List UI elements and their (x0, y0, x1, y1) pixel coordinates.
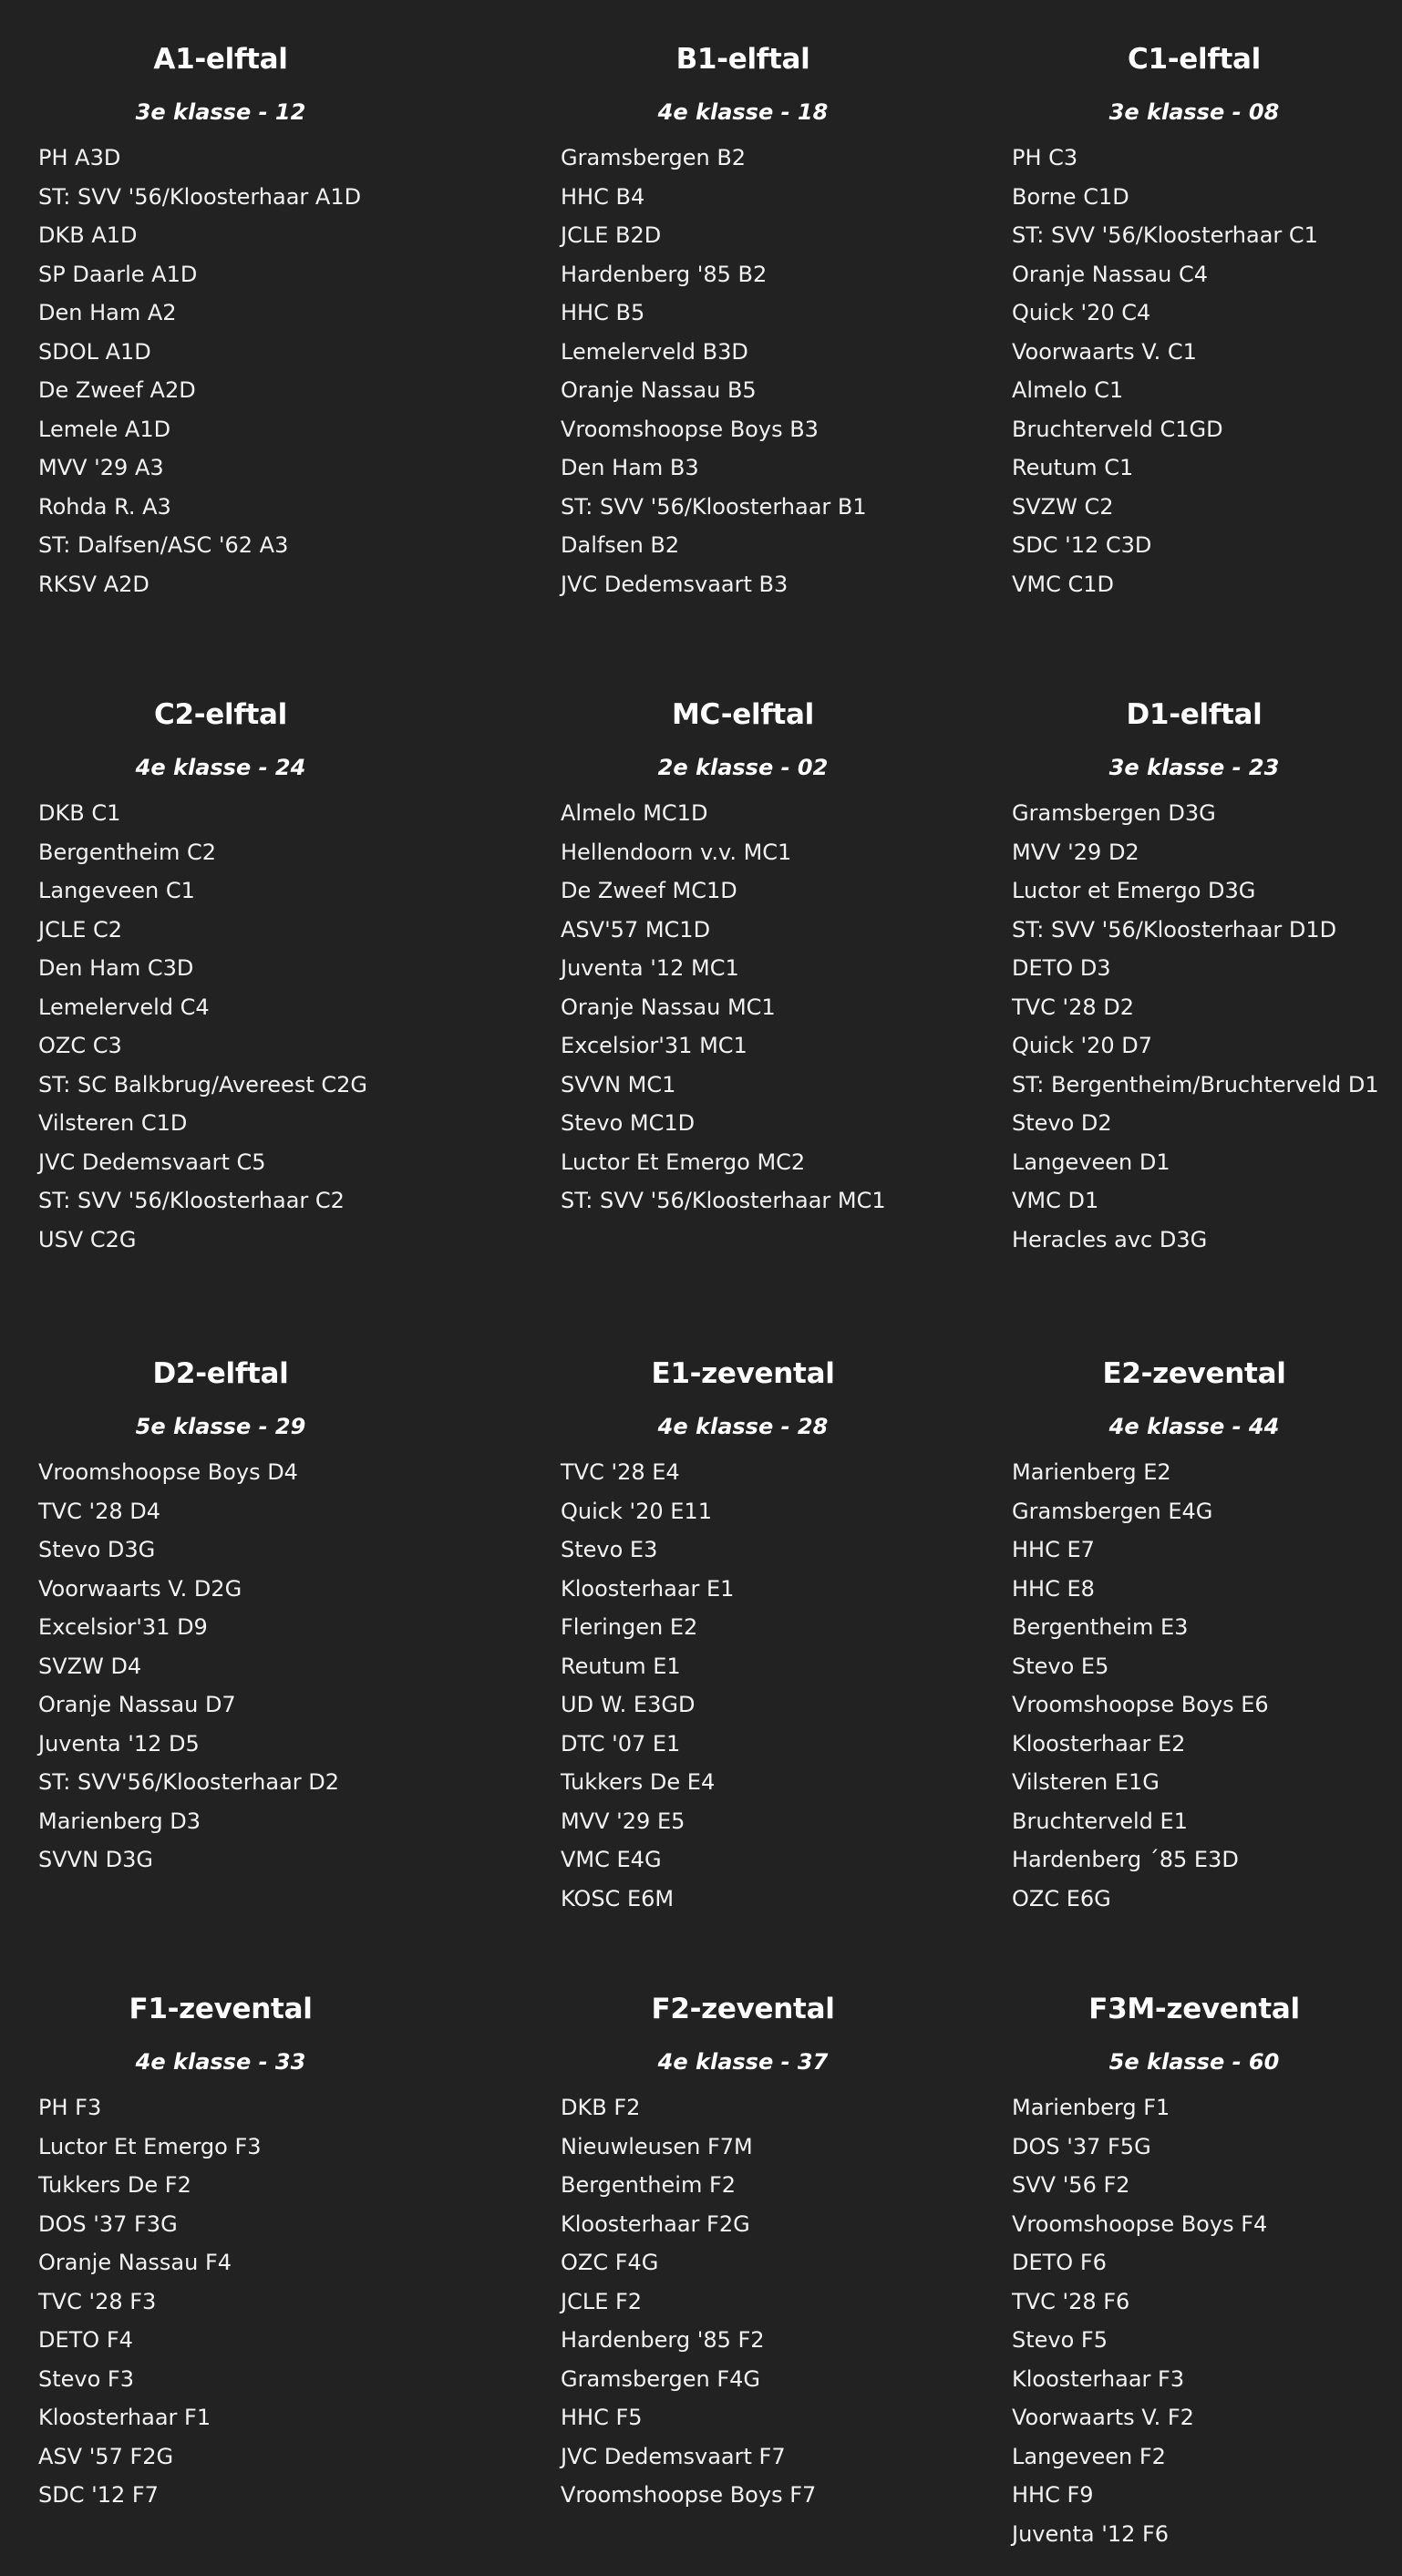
opponent-list (975, 2088, 1402, 2553)
opponent-list (2, 1453, 439, 1880)
team-block-c2-elftal (2, 688, 439, 1259)
opponent-item: Vilsteren E1G (1012, 1769, 1160, 1795)
opponent-item: Voorwaarts V. F2 (1012, 2405, 1194, 2430)
team-block-d1-elftal (975, 688, 1402, 1259)
opponent-item: ASV '57 F2G (38, 2443, 174, 2469)
team-title: D2-elftal (152, 1357, 289, 1390)
opponent-list (2, 794, 439, 1259)
opponent-item: JCLE F2 (561, 2288, 643, 2314)
opponent-item: MVV '29 E5 (561, 1808, 686, 1834)
opponent-item: Vroomshoopse Boys F7 (561, 2482, 817, 2508)
opponent-item: Oranje Nassau B5 (561, 377, 757, 403)
opponent-item: Langeveen C1 (38, 878, 195, 903)
opponent-item: Borne C1D (1012, 183, 1129, 210)
opponent-item: USV C2G (38, 1226, 137, 1252)
opponent-item: TVC '28 D4 (38, 1498, 160, 1524)
competition-class: 4e klasse - 37 (657, 2049, 829, 2075)
opponent-item: Stevo D2 (1012, 1110, 1112, 1136)
opponent-item: TVC '28 F6 (1012, 2288, 1130, 2314)
opponent-item: De Zweef A2D (38, 377, 196, 403)
opponent-item: SDOL A1D (38, 338, 151, 365)
opponent-item: ST: SC Balkbrug/Avereest C2G (38, 1071, 367, 1097)
opponent-item: Voorwaarts V. C1 (1012, 338, 1197, 365)
opponent-item: SDC '12 F7 (38, 2482, 159, 2508)
opponent-item: Hardenberg ´85 E3D (1012, 1847, 1239, 1872)
opponent-list (975, 1453, 1402, 1918)
opponent-item: Stevo MC1D (561, 1110, 696, 1136)
opponent-item: Den Ham B3 (561, 455, 699, 480)
opponent-item: Kloosterhaar F3 (1012, 2365, 1185, 2392)
opponent-item: DTC '07 E1 (561, 1730, 681, 1757)
opponent-item: PH C3 (1012, 145, 1078, 170)
team-title: F1-zevental (129, 1993, 313, 2025)
opponent-item: Hardenberg '85 B2 (561, 261, 768, 287)
opponent-item: Oranje Nassau C4 (1012, 261, 1208, 287)
team-title: MC-elftal (672, 698, 814, 731)
opponent-item: DETO F4 (38, 2327, 133, 2353)
team-block-d2-elftal (2, 1347, 439, 1880)
opponent-item: Reutum C1 (1012, 455, 1134, 480)
team-block-a1-elftal (2, 33, 439, 603)
opponent-item: JVC Dedemsvaart F7 (561, 2443, 786, 2469)
opponent-item: PH F3 (38, 2095, 102, 2120)
opponent-item: VMC D1 (1012, 1188, 1099, 1213)
opponent-item: Oranje Nassau F4 (38, 2250, 232, 2275)
opponent-item: Voorwaarts V. D2G (38, 1575, 242, 1602)
opponent-item: KOSC E6M (561, 1885, 675, 1911)
opponent-item: Kloosterhaar F2G (561, 2210, 750, 2237)
opponent-item: OZC C3 (38, 1033, 122, 1058)
competition-class: 3e klasse - 23 (1108, 755, 1280, 780)
opponent-item: Stevo F3 (38, 2365, 134, 2392)
team-block-e2-zevental (975, 1347, 1402, 1918)
opponent-item: PH A3D (38, 145, 121, 170)
opponent-item: Vroomshoopse Boys F4 (1012, 2210, 1268, 2237)
opponent-list (2, 2088, 439, 2515)
team-title: E2-zevental (1102, 1357, 1286, 1390)
opponent-item: Tukkers De E4 (561, 1769, 716, 1795)
opponent-item: Lemele A1D (38, 416, 171, 442)
team-block-f2-zevental (524, 1983, 962, 2515)
team-title: F3M-zevental (1088, 1993, 1300, 2025)
competition-class: 4e klasse - 33 (135, 2049, 306, 2075)
opponent-item: Quick '20 D7 (1012, 1033, 1153, 1058)
opponent-item: Juventa '12 MC1 (561, 955, 739, 981)
opponent-item: UD W. E3GD (561, 1692, 696, 1717)
competition-class: 5e klasse - 60 (1108, 2049, 1280, 2075)
opponent-item: SVV '56 F2 (1012, 2172, 1130, 2198)
opponent-item: Marienberg E2 (1012, 1459, 1171, 1485)
opponent-item: HHC F5 (561, 2405, 643, 2430)
opponent-item: Oranje Nassau MC1 (561, 994, 776, 1020)
team-title: E1-zevental (651, 1357, 835, 1390)
opponent-item: Nieuwleusen F7M (561, 2133, 753, 2159)
opponent-item: SVVN MC1 (561, 1071, 676, 1097)
opponent-item: Bergentheim F2 (561, 2172, 737, 2198)
opponent-item: Gramsbergen E4G (1012, 1498, 1213, 1524)
opponent-item: Fleringen E2 (561, 1614, 698, 1640)
opponent-item: Almelo MC1D (561, 800, 708, 826)
opponent-item: OZC F4G (561, 2250, 659, 2275)
team-block-f1-zevental (2, 1983, 439, 2515)
opponent-item: Vroomshoopse Boys D4 (38, 1459, 298, 1485)
opponent-item: Luctor et Emergo D3G (1012, 878, 1256, 903)
opponent-item: Den Ham A2 (38, 300, 177, 325)
opponent-item: SVVN D3G (38, 1847, 153, 1872)
opponent-item: DOS '37 F5G (1012, 2133, 1151, 2159)
competition-class: 4e klasse - 18 (657, 99, 829, 125)
opponent-item: SVZW D4 (38, 1653, 142, 1679)
opponent-list (524, 139, 962, 603)
opponent-item: Juventa '12 D5 (38, 1730, 200, 1757)
opponent-item: ASV'57 MC1D (561, 916, 711, 943)
opponent-item: Hardenberg '85 F2 (561, 2327, 765, 2353)
opponent-item: Gramsbergen B2 (561, 145, 747, 170)
opponent-item: De Zweef MC1D (561, 878, 737, 903)
opponent-item: RKSV A2D (38, 571, 149, 597)
opponent-item: Kloosterhaar E1 (561, 1575, 735, 1602)
team-block-mc-elftal (524, 688, 962, 1221)
opponent-item: TVC '28 F3 (38, 2288, 157, 2314)
opponent-item: Langeveen F2 (1012, 2443, 1166, 2469)
opponent-item: JVC Dedemsvaart C5 (38, 1149, 266, 1175)
opponent-item: Tukkers De F2 (38, 2172, 191, 2198)
opponent-item: ST: SVV '56/Kloosterhaar D1D (1012, 916, 1337, 943)
opponent-item: ST: SVV '56/Kloosterhaar B1 (561, 493, 867, 520)
opponent-item: SP Daarle A1D (38, 261, 198, 287)
opponent-item: MVV '29 A3 (38, 455, 164, 480)
team-title: D1-elftal (1126, 698, 1263, 731)
opponent-item: SDC '12 C3D (1012, 532, 1152, 558)
opponent-item: DETO D3 (1012, 955, 1111, 981)
team-block-b1-elftal (524, 33, 962, 603)
opponent-item: Vilsteren C1D (38, 1110, 188, 1136)
opponent-item: HHC E7 (1012, 1537, 1095, 1562)
opponent-item: DKB F2 (561, 2095, 641, 2120)
team-title: F2-zevental (651, 1993, 835, 2025)
opponent-item: Den Ham C3D (38, 955, 194, 981)
competition-class: 4e klasse - 44 (1108, 1414, 1280, 1439)
opponent-item: DKB A1D (38, 222, 138, 248)
opponent-item: Reutum E1 (561, 1653, 681, 1679)
opponent-item: Kloosterhaar F1 (38, 2405, 211, 2430)
opponent-item: Lemelerveld C4 (38, 994, 210, 1020)
opponent-list (975, 139, 1402, 603)
competition-class: 3e klasse - 12 (135, 99, 306, 125)
opponent-item: TVC '28 E4 (561, 1459, 680, 1485)
opponent-item: TVC '28 D2 (1012, 994, 1134, 1020)
opponent-item: HHC E8 (1012, 1575, 1095, 1602)
opponent-item: Kloosterhaar E2 (1012, 1730, 1186, 1757)
opponent-item: Bergentheim C2 (38, 839, 216, 865)
competition-class: 2e klasse - 02 (657, 755, 829, 780)
opponent-list (975, 794, 1402, 1259)
opponent-item: JCLE C2 (38, 916, 123, 943)
opponent-item: ST: SVV'56/Kloosterhaar D2 (38, 1769, 340, 1795)
opponent-item: Excelsior'31 D9 (38, 1614, 208, 1640)
competition-class: 3e klasse - 08 (1108, 99, 1280, 125)
opponent-item: Bruchterveld E1 (1012, 1808, 1188, 1834)
opponent-item: Langeveen D1 (1012, 1149, 1170, 1175)
opponent-list (2, 139, 439, 603)
competition-class: 5e klasse - 29 (135, 1414, 306, 1439)
opponent-item: OZC E6G (1012, 1885, 1111, 1911)
opponent-item: SVZW C2 (1012, 493, 1114, 520)
team-title: C1-elftal (1128, 43, 1261, 76)
opponent-item: DKB C1 (38, 800, 121, 826)
opponent-item: VMC E4G (561, 1847, 662, 1872)
opponent-item: Juventa '12 F6 (1012, 2520, 1170, 2547)
opponent-item: ST: Bergentheim/Bruchterveld D1 (1012, 1071, 1379, 1097)
opponent-item: JCLE B2D (561, 222, 662, 248)
opponent-list (524, 794, 962, 1221)
opponent-item: Quick '20 E11 (561, 1498, 712, 1524)
opponent-item: Almelo C1 (1012, 377, 1124, 403)
opponent-item: Vroomshoopse Boys E6 (1012, 1692, 1269, 1717)
opponent-item: Hellendoorn v.v. MC1 (561, 839, 792, 865)
opponent-item: Lemelerveld B3D (561, 338, 748, 365)
team-title: B1-elftal (675, 43, 810, 76)
opponent-item: Stevo E5 (1012, 1653, 1109, 1679)
opponent-item: Quick '20 C4 (1012, 300, 1151, 325)
team-title: C2-elftal (154, 698, 287, 731)
competition-class: 4e klasse - 24 (135, 755, 306, 780)
opponent-item: Stevo F5 (1012, 2327, 1108, 2353)
opponent-item: ST: SVV '56/Kloosterhaar C1 (1012, 222, 1318, 248)
opponent-item: Luctor Et Emergo MC2 (561, 1149, 806, 1175)
opponent-item: HHC F9 (1012, 2482, 1094, 2508)
opponent-item: Oranje Nassau D7 (38, 1692, 236, 1717)
opponent-item: Bergentheim E3 (1012, 1614, 1189, 1640)
opponent-item: VMC C1D (1012, 571, 1115, 597)
team-block-e1-zevental (524, 1347, 962, 1918)
opponent-list (524, 2088, 962, 2515)
team-title: A1-elftal (153, 43, 288, 76)
opponent-item: Heracles avc D3G (1012, 1226, 1208, 1252)
opponent-item: Rohda R. A3 (38, 493, 171, 520)
opponent-item: Gramsbergen D3G (1012, 800, 1216, 826)
opponent-item: JVC Dedemsvaart B3 (561, 571, 789, 597)
opponent-item: ST: SVV '56/Kloosterhaar MC1 (561, 1188, 886, 1213)
opponent-item: Bruchterveld C1GD (1012, 416, 1223, 442)
opponent-item: DETO F6 (1012, 2250, 1107, 2275)
opponent-item: HHC B4 (561, 183, 645, 210)
opponent-item: ST: SVV '56/Kloosterhaar C2 (38, 1188, 345, 1213)
opponent-item: Marienberg F1 (1012, 2095, 1170, 2120)
opponent-item: Gramsbergen F4G (561, 2365, 761, 2392)
team-block-f3m-zevental (975, 1983, 1402, 2553)
competition-class: 4e klasse - 28 (657, 1414, 829, 1439)
opponent-item: DOS '37 F3G (38, 2210, 178, 2237)
opponent-item: Marienberg D3 (38, 1808, 201, 1834)
opponent-item: Excelsior'31 MC1 (561, 1033, 747, 1058)
opponent-item: Dalfsen B2 (561, 532, 680, 558)
opponent-item: HHC B5 (561, 300, 645, 325)
opponent-item: ST: SVV '56/Kloosterhaar A1D (38, 183, 362, 210)
opponent-item: Stevo E3 (561, 1537, 658, 1562)
opponent-list (524, 1453, 962, 1918)
opponent-item: Luctor Et Emergo F3 (38, 2133, 262, 2159)
opponent-item: MVV '29 D2 (1012, 839, 1139, 865)
opponent-item: ST: Dalfsen/ASC '62 A3 (38, 532, 289, 558)
team-block-c1-elftal (975, 33, 1402, 603)
opponent-item: Vroomshoopse Boys B3 (561, 416, 819, 442)
opponent-item: Stevo D3G (38, 1537, 156, 1562)
